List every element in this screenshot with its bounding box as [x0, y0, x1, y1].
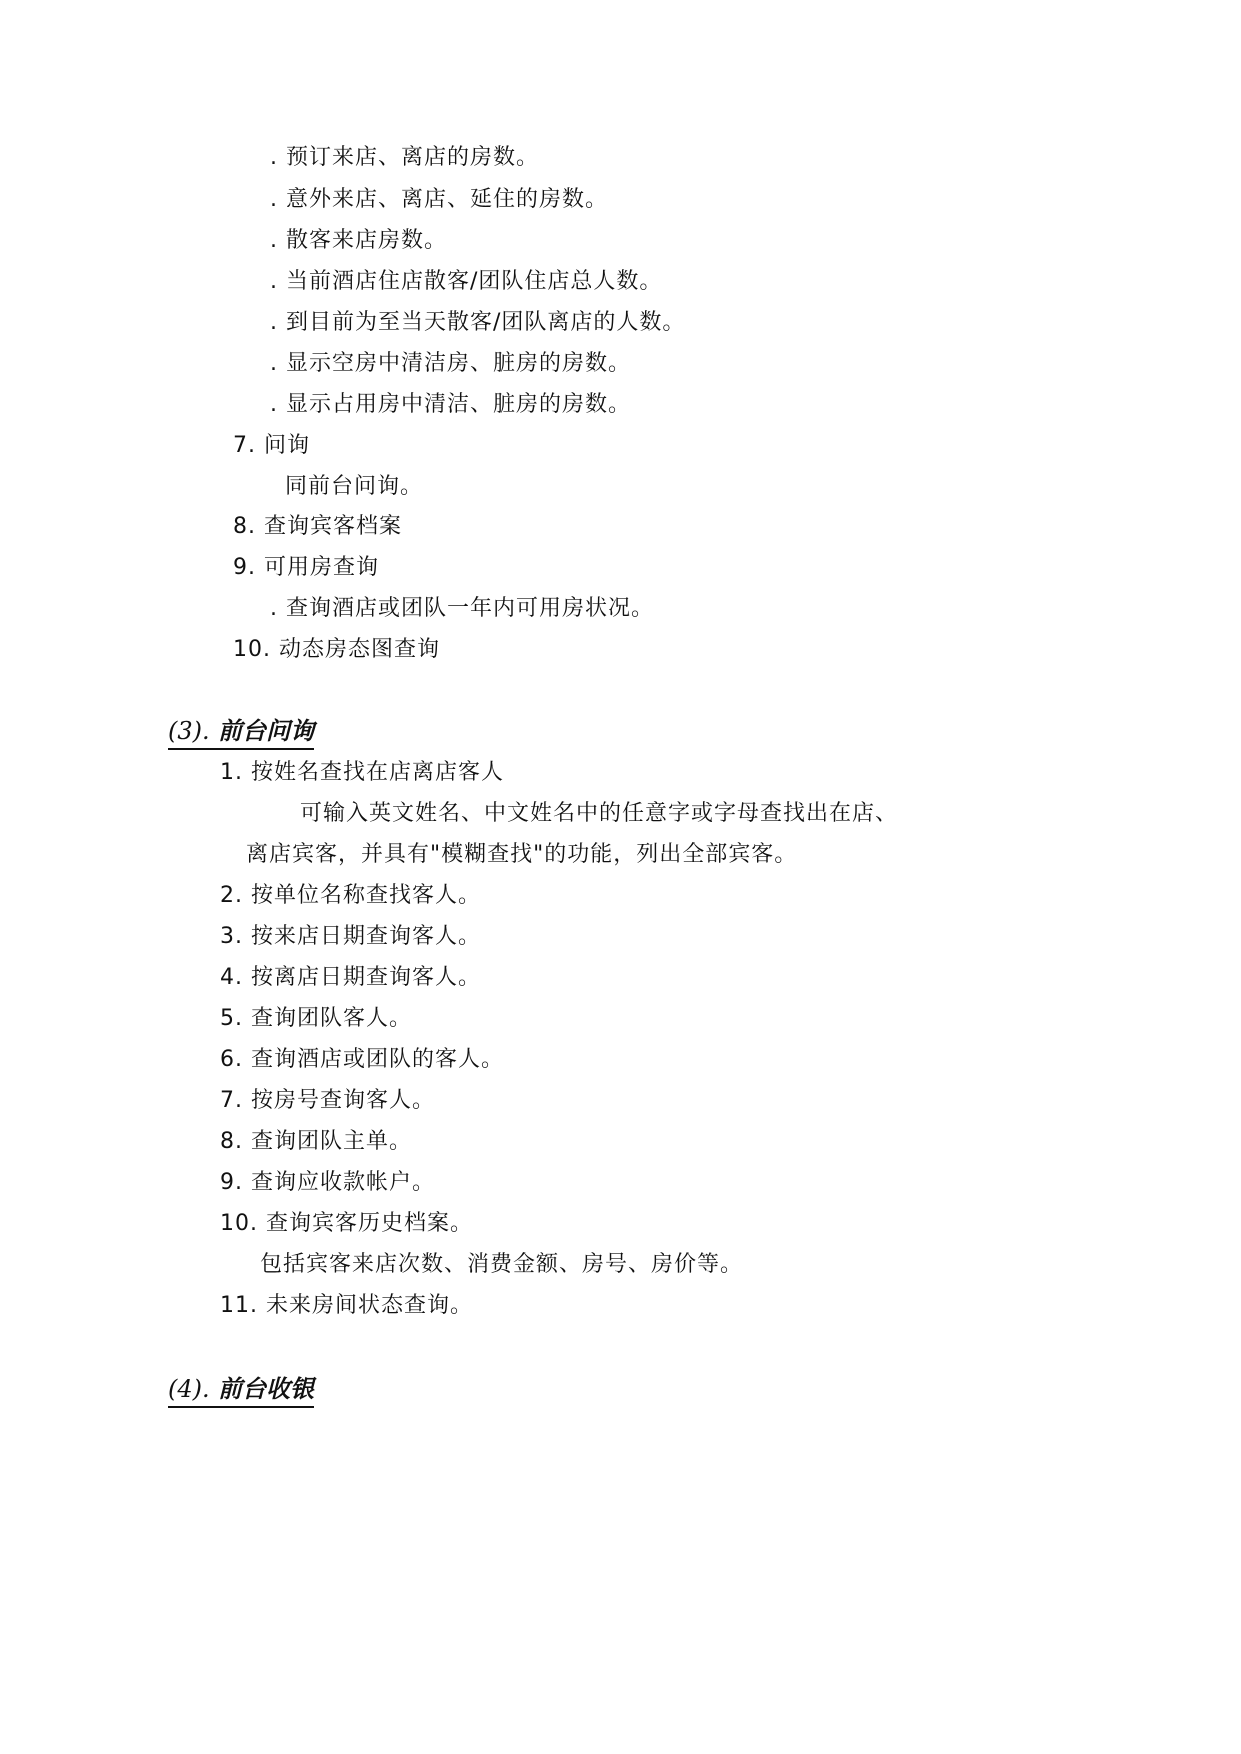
bullet-item: . 查询酒店或团队一年内可用房状况。 [270, 596, 654, 621]
section-heading-3 [168, 714, 314, 750]
bullet-item: . 散客来店房数。 [270, 228, 447, 253]
section-title: 前台收银 [217, 1375, 314, 1403]
bullet-item: . 到目前为至当天散客/团队离店的人数。 [270, 310, 686, 335]
list-item: 2. 按单位名称查找客人。 [220, 883, 481, 908]
list-item: 5. 查询团队客人。 [220, 1006, 412, 1031]
list-item: 9. 可用房查询 [233, 555, 379, 580]
list-item: 1. 按姓名查找在店离店客人 [220, 760, 504, 785]
bullet-item: . 意外来店、离店、延住的房数。 [270, 187, 608, 212]
bullet-item: . 显示占用房中清洁、脏房的房数。 [270, 392, 631, 417]
list-item: 3. 按来店日期查询客人。 [220, 924, 481, 949]
list-item: 7. 问询 [233, 433, 310, 458]
section-number: (4). [168, 1375, 210, 1403]
bullet-item: . 显示空房中清洁房、脏房的房数。 [270, 351, 631, 376]
list-item: 8. 查询宾客档案 [233, 514, 402, 539]
item-description: 可输入英文姓名、中文姓名中的任意字或字母查找出在店、 [300, 801, 899, 826]
list-item: 8. 查询团队主单。 [220, 1129, 412, 1154]
bullet-item: . 预订来店、离店的房数。 [270, 145, 539, 170]
item-description: 同前台问询。 [285, 474, 424, 499]
item-description: 离店宾客，并具有"模糊查找"的功能，列出全部宾客。 [246, 842, 798, 867]
item-description: 包括宾客来店次数、消费金额、房号、房价等。 [260, 1252, 744, 1277]
list-item: 10. 动态房态图查询 [233, 637, 440, 662]
list-item: 7. 按房号查询客人。 [220, 1088, 435, 1113]
list-item: 4. 按离店日期查询客人。 [220, 965, 481, 990]
list-item: 11. 未来房间状态查询。 [220, 1293, 473, 1318]
list-item: 9. 查询应收款帐户。 [220, 1170, 435, 1195]
section-title: 前台问询 [217, 717, 314, 745]
section-number: (3). [168, 717, 210, 745]
list-item: 10. 查询宾客历史档案。 [220, 1211, 473, 1236]
bullet-item: . 当前酒店住店散客/团队住店总人数。 [270, 269, 663, 294]
section-heading-4 [168, 1372, 314, 1408]
list-item: 6. 查询酒店或团队的客人。 [220, 1047, 504, 1072]
